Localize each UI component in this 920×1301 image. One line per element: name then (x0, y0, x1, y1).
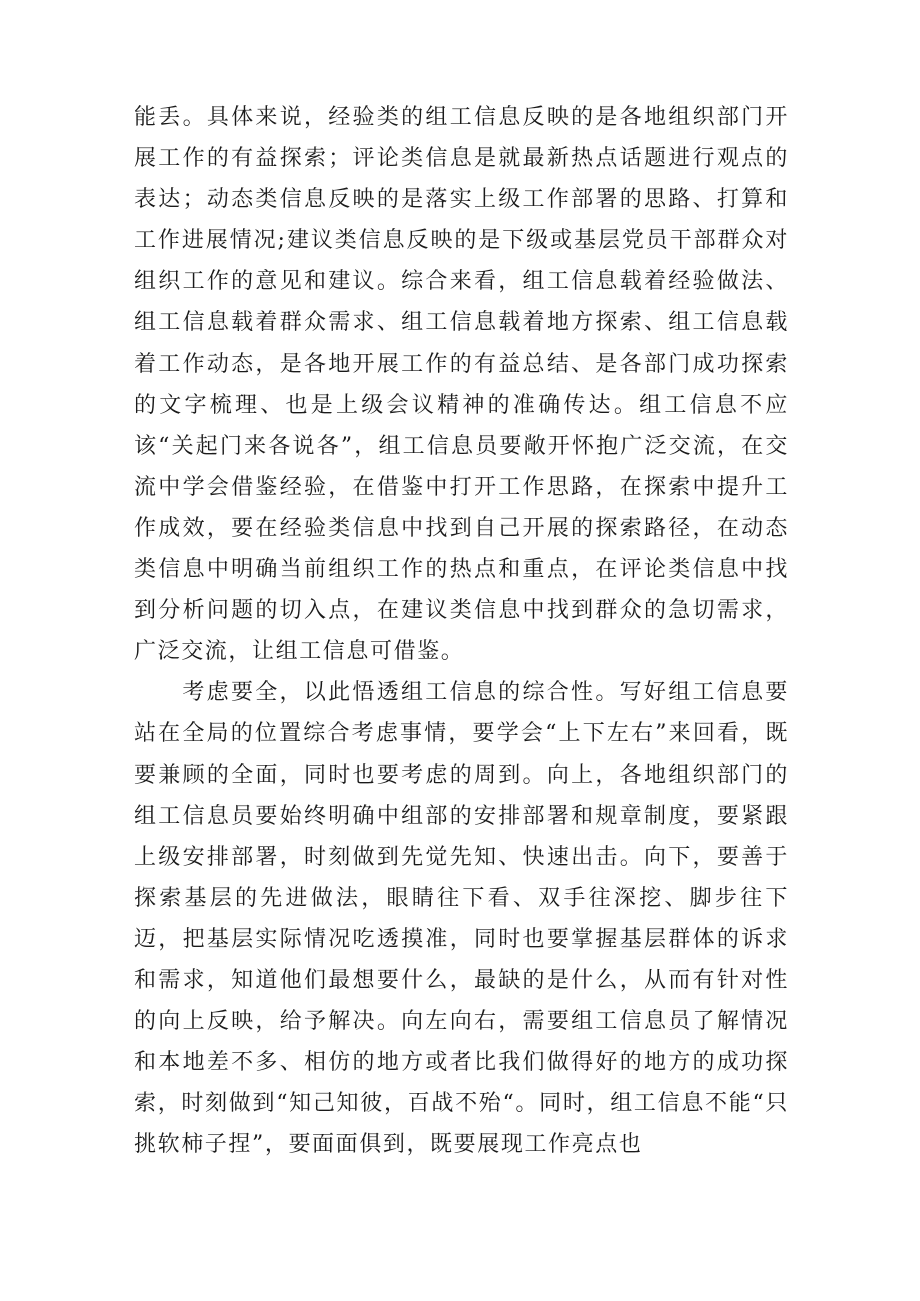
document-body (134, 97, 789, 1165)
paragraph-consider-comprehensive: 考虑要全，以此悟透组工信息的综合性。写好组工信息要站在全局的位置综合考虑事情，要学会“上下左右”来回看，既要兼顾的全面，同时也要考虑的周到。向上，各地组织部门的组工信息员要始终明确中组部的安排部署和规章制度，要紧跟上级安排部署，时刻做到先觉先知、快速出击。向下，要善于探索基层的先进做法，眼睛往下看、双手往深挖、脚步往下迈，把基层实际情况吃透摸准，同时也要掌握基层群体的诉求和需求，知道他们最想要什么，最缺的是什么，从而有针对性的向上反映，给予解决。向左向右，需要组工信息员了解情况和本地差不多、相仿的地方或者比我们做得好的地方的成功探索，时刻做到“知己知彼，百战不殆“。同时，组工信息不能“只挑软柿子捏”，要面面俱到，既要展现工作亮点也 (134, 680, 789, 1158)
paragraph-continuation: 能丢。具体来说，经验类的组工信息反映的是各地组织部门开展工作的有益探索；评论类信息是就最新热点话题进行观点的表达；动态类信息反映的是落实上级工作部署的思路、打算和工作进展情况;建议类信息反映的是下级或基层党员干部群众对组织工作的意见和建议。综合来看，组工信息载着经验做法、组工信息载着群众需求、组工信息载着地方探索、组工信息载着工作动态，是各地开展工作的有益总结、是各部门成功探索的文字梳理、也是上级会议精神的准确传达。组工信息不应该“关起门来各说各”，组工信息员要敞开怀抱广泛交流，在交流中学会借鉴经验，在借鉴中打开工作思路，在探索中提升工作成效，要在经验类信息中找到自己开展的探索路径，在动态类信息中明确当前组织工作的热点和重点，在评论类信息中找到分析问题的切入点，在建议类信息中找到群众的急切需求，广泛交流，让组工信息可借鉴。 (134, 105, 789, 665)
